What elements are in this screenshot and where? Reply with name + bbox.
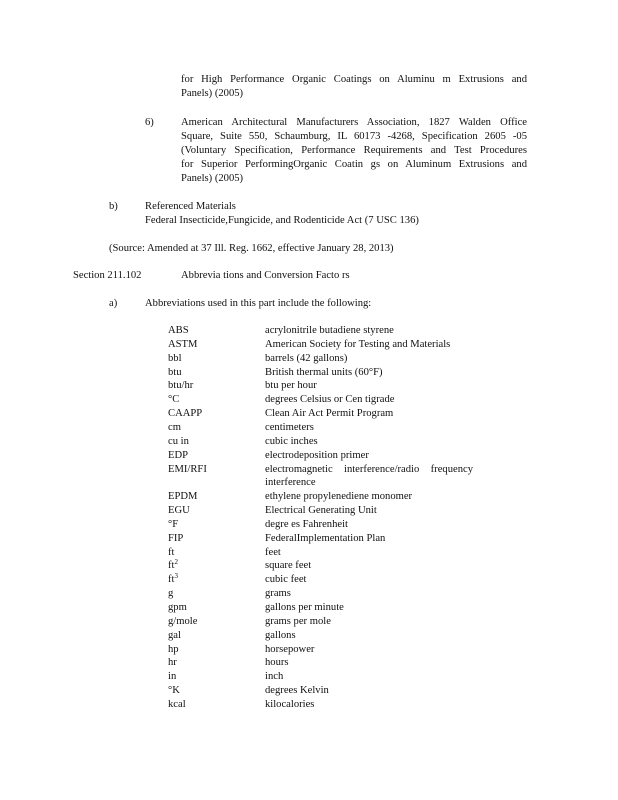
abbreviation-term xyxy=(168,559,178,573)
abbreviation-definition-continued: interference xyxy=(265,477,316,489)
abbreviation-term xyxy=(168,601,187,615)
abbreviation-term-text: gpm xyxy=(168,602,187,613)
section-b-title: Referenced Materials xyxy=(145,201,236,212)
abbreviation-term-text: ft xyxy=(168,574,175,586)
abbreviation-definition: degre es Fahrenheit xyxy=(265,518,348,530)
abbreviation-definition: degrees Kelvin xyxy=(265,685,329,697)
abbreviation-term-text: bbl xyxy=(168,352,182,364)
abbreviation-term-text: CAAPP xyxy=(168,408,203,420)
abbreviation-term xyxy=(168,587,173,601)
abbreviation-term xyxy=(168,366,182,380)
abbreviation-definition: cubic feet xyxy=(265,574,307,586)
abbreviation-term-text: EDP xyxy=(168,449,189,461)
abbreviation-term xyxy=(168,379,193,393)
abbreviation-term-text: ASTM xyxy=(168,338,198,350)
abbreviation-term-text: cm xyxy=(168,421,181,433)
abbreviation-definition: Clean Air Act Permit Program xyxy=(265,408,394,420)
abbreviation-term-text: g/mole xyxy=(168,615,198,627)
abbreviation-definition: centimeters xyxy=(265,421,314,433)
item6-line-3: (Voluntary Specification, Performance Requirements and Test Procedures xyxy=(181,145,527,156)
abbreviation-term xyxy=(168,338,197,352)
abbreviation-term-text: °C xyxy=(168,394,180,406)
abbreviation-definition: electrodeposition primer xyxy=(265,449,369,461)
abbreviation-term xyxy=(168,615,197,629)
abbreviation-term-text: ft xyxy=(168,560,175,572)
abbreviation-superscript: 2 xyxy=(174,558,178,567)
section-title: Abbrevia tions and Conversion Facto rs xyxy=(181,270,350,281)
abbreviation-term xyxy=(168,463,207,477)
item6-line-5: Panels) (2005) xyxy=(181,173,244,184)
abbreviation-term xyxy=(168,393,179,407)
abbreviation-term-text: °K xyxy=(168,685,180,697)
abbreviation-term xyxy=(168,518,178,532)
abbreviation-definition: square feet xyxy=(265,560,312,572)
abbreviation-definition: grams per mole xyxy=(265,615,331,627)
abbreviation-term-text: btu xyxy=(168,366,182,378)
abbreviation-definition: grams xyxy=(265,588,291,600)
abbreviation-term xyxy=(168,532,183,546)
abbreviation-definition: degrees Celsius or Cen tigrade xyxy=(265,394,395,406)
abbreviation-term-text: gal xyxy=(168,629,181,641)
abbreviation-term xyxy=(168,698,186,712)
section-number: Section 211.102 xyxy=(73,270,142,281)
abbreviation-term xyxy=(168,684,180,698)
abbreviation-term-text: EGU xyxy=(168,505,190,517)
abbreviation-definition: kilocalories xyxy=(265,698,315,710)
abbreviation-term-text: ft xyxy=(168,546,175,558)
abbreviation-definition: barrels (42 gallons) xyxy=(265,352,348,364)
section-b-text: Federal Insecticide,Fungicide, and Rodenticide Act (7 USC 136) xyxy=(145,215,419,226)
abbreviation-definition: feet xyxy=(265,546,281,558)
abbreviation-term xyxy=(168,546,174,560)
abbreviation-term-text: cu in xyxy=(168,435,189,447)
item6-line-1: American Architectural Manufacturers Association, 1827 Walden Office xyxy=(181,117,527,128)
abbreviation-term xyxy=(168,324,189,338)
abbreviation-term-text: btu/hr xyxy=(168,380,194,392)
abbreviation-term xyxy=(168,490,197,504)
abbreviation-term xyxy=(168,670,176,684)
abbreviation-definition: cubic inches xyxy=(265,435,318,447)
abbreviation-term xyxy=(168,352,182,366)
section-a-text: Abbreviations used in this part include the following: xyxy=(145,298,372,309)
abbreviation-term xyxy=(168,573,178,587)
section-a-label: a) xyxy=(109,298,118,309)
source-note: (Source: Amended at 37 Ill. Reg. 1662, effective January 28, 2013) xyxy=(109,243,394,254)
item5-line-2: Panels) (2005) xyxy=(181,88,244,99)
item6-line-4: for Superior PerformingOrganic Coatin gs on Aluminum Extrusions and xyxy=(181,159,527,170)
abbreviation-term-text: g xyxy=(168,588,174,600)
abbreviation-term xyxy=(168,449,188,463)
abbreviation-term xyxy=(168,656,177,670)
abbreviation-term xyxy=(168,643,179,657)
abbreviation-definition: hours xyxy=(265,657,289,669)
item5-line-1: for High Performance Organic Coatings on Aluminu m Extrusions and xyxy=(181,74,527,85)
abbreviation-term xyxy=(168,407,202,421)
abbreviation-superscript: 3 xyxy=(174,572,178,581)
abbreviation-term-text: EPDM xyxy=(168,491,198,503)
abbreviation-definition: gallons per minute xyxy=(265,602,344,613)
abbreviation-definition: ethylene propylenediene monomer xyxy=(265,491,413,503)
abbreviation-definition: gallons xyxy=(265,629,296,641)
abbreviation-term-text: kcal xyxy=(168,698,186,710)
abbreviation-definition: FederalImplementation Plan xyxy=(265,532,386,544)
abbreviation-term-text: in xyxy=(168,671,177,683)
abbreviation-term xyxy=(168,435,189,449)
abbreviation-definition: Electrical Generating Unit xyxy=(265,505,377,517)
abbreviation-term xyxy=(168,504,190,518)
abbreviation-definition: btu per hour xyxy=(265,380,317,392)
abbreviation-term-text: ABS xyxy=(168,325,189,336)
item6-number: 6) xyxy=(145,117,154,128)
abbreviation-definition: British thermal units (60°F) xyxy=(265,366,383,378)
item6-line-2: Square, Suite 550, Schaumburg, IL 60173 -4268, Specification 2605 -05 xyxy=(181,131,527,142)
abbreviation-definition: electromagnetic interference/radio frequency xyxy=(265,463,473,475)
abbreviation-term-text: hr xyxy=(168,657,177,669)
abbreviation-term-text: FIP xyxy=(168,532,184,544)
abbreviation-definition: inch xyxy=(265,671,284,683)
abbreviation-term-text: °F xyxy=(168,518,179,530)
abbreviation-definition: American Society for Testing and Materials xyxy=(265,338,451,350)
abbreviation-definition: acrylonitrile butadiene styrene xyxy=(265,325,394,336)
abbreviation-term-text: hp xyxy=(168,643,179,655)
section-b-label: b) xyxy=(109,201,118,212)
abbreviation-definition: horsepower xyxy=(265,643,315,655)
abbreviation-term-text: EMI/RFI xyxy=(168,463,207,475)
abbreviation-term xyxy=(168,629,181,643)
abbreviation-term xyxy=(168,421,181,435)
